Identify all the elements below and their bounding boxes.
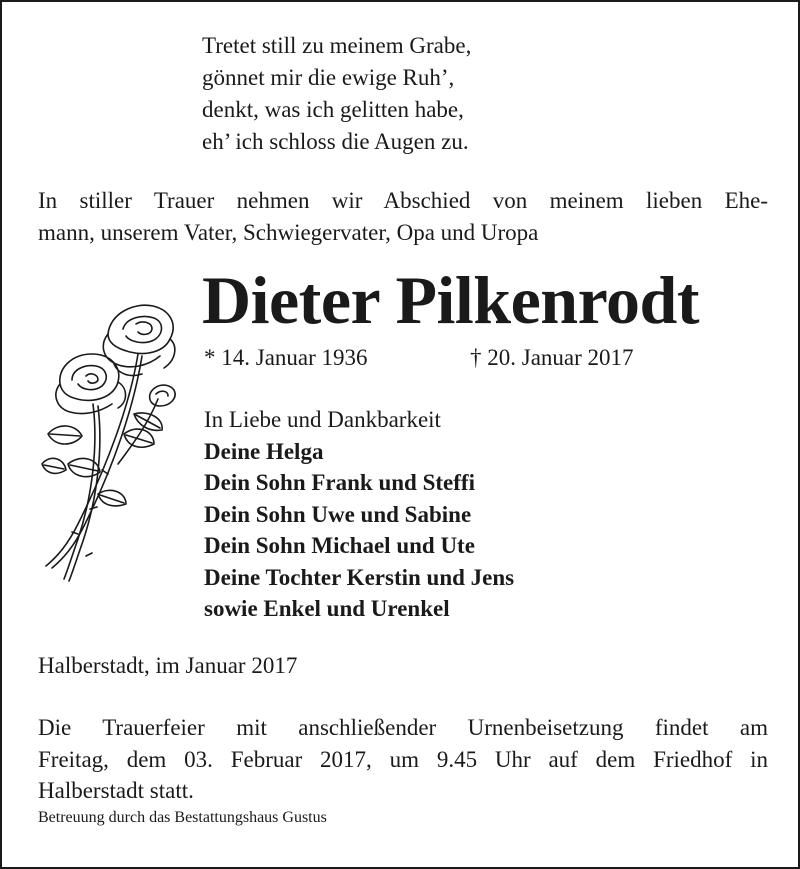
- poem-line: eh’ ich schloss die Augen zu.: [202, 129, 469, 154]
- memorial-poem: [202, 30, 471, 158]
- rose-illustration-icon: [38, 294, 198, 584]
- death-date: † 20. Januar 2017: [470, 345, 634, 370]
- deceased-name: Dieter Pilkenrodt: [202, 262, 700, 338]
- place-and-date: Halberstadt, im Januar 2017: [38, 653, 298, 678]
- mourner-name: sowie Enkel und Urenkel: [204, 596, 450, 621]
- poem-line: Tretet still zu meinem Grabe,: [202, 33, 472, 58]
- mourner-name: Deine Tochter Kerstin und Jens: [204, 564, 515, 590]
- intro-line: In stiller Trauer nehmen wir Abschied von meinem lieben Ehe-: [38, 188, 768, 213]
- service-line: Die Trauerfeier mit anschließender Urnenbeisetzung findet am: [38, 715, 768, 740]
- mourners-heading: In Liebe und Dankbarkeit: [204, 407, 441, 432]
- poem-line: gönnet mir die ewige Ruh’,: [202, 65, 455, 90]
- mourners-list: [204, 404, 514, 625]
- intro-line: mann, unserem Vater, Schwiegervater, Opa und Uropa: [38, 220, 539, 245]
- intro-text: [38, 185, 768, 249]
- service-line: Freitag, dem 03. Februar 2017, um 9.45 Uhr auf dem Friedhof in: [38, 746, 768, 772]
- mourner-name: Dein Sohn Uwe und Sabine: [204, 501, 472, 527]
- funeral-service-info: [38, 712, 768, 807]
- service-line: Halberstadt statt.: [38, 778, 194, 803]
- mourner-name: Dein Sohn Michael und Ute: [204, 533, 475, 558]
- poem-line: denkt, was ich gelitten habe,: [202, 97, 464, 122]
- funeral-home-credit: Betreuung durch das Bestattungshaus Gustus: [38, 809, 327, 826]
- mourner-name: Deine Helga: [204, 438, 324, 464]
- mourner-name: Dein Sohn Frank und Steffi: [204, 470, 475, 495]
- birth-date: * 14. Januar 1936: [204, 345, 368, 370]
